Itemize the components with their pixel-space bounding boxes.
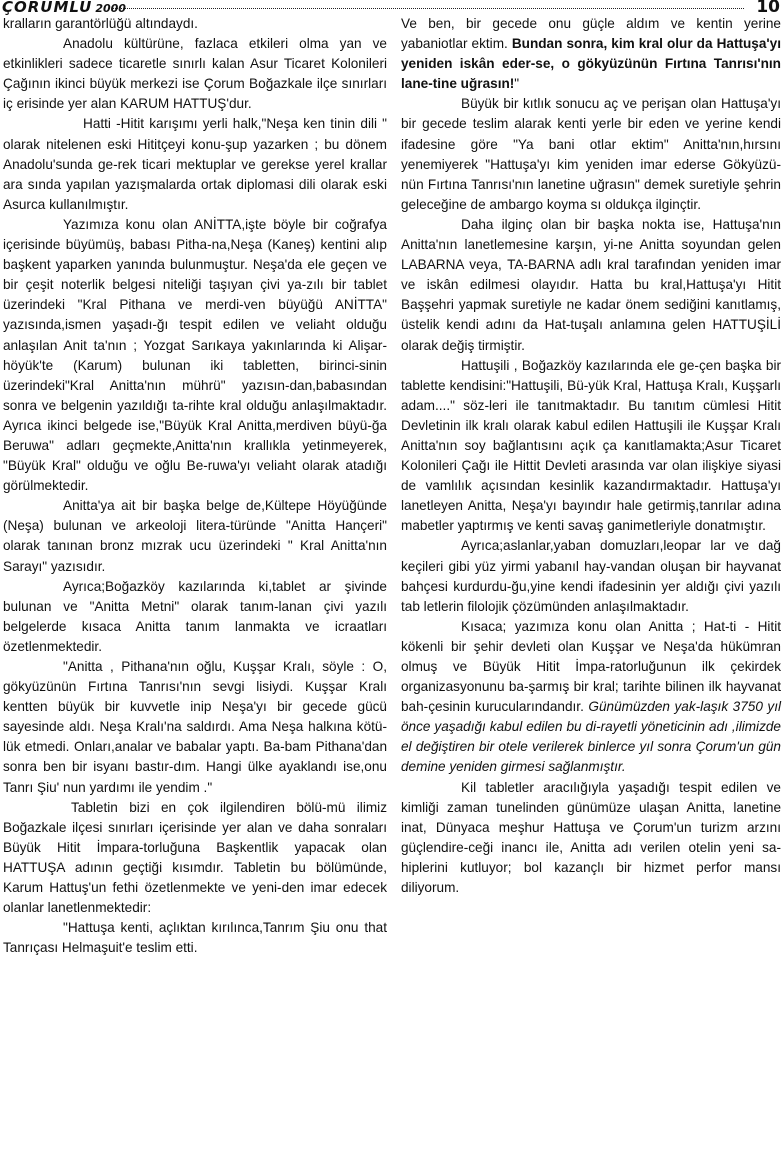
paragraph: Büyük bir kıtlık sonucu aç ve perişan olan Hattuşa'yı bir gecede teslim alarak kenti yerle bir eden ve yerine kendi ifadesine göre "Ya bani otlar ektim" Anitta'nın,hırsını yenemiyerek "Hattuşa'yı kim yeniden imar ederse Gökyüzü-nün Fırtına Tanrısı'nın lanetine uğrasın" demek suretiyle şehrin geleceğine de ambargo koyma sı oldukça ilginçtir. (401, 96, 781, 212)
quote-paragraph: "Anitta , Pithana'nın oğlu, Kuşşar Kralı, söyle : O, gökyüzünün Fırtına Tanrısı'nın sevgi lisiydi. Kuşşar Kralı kentten büyük bir kuvvetle inip Neşa'yı bir gecede gücü sayesinde aldı. Neşa Kralı'na saldırdı. Ama Neşa halkına kötü-lük etmedi. Onları,analar ve babalar yaptı. Ba-bam Pithana'dan sonra ben bir isyanı bastır-dım. Hangi ülke ayaklandı ise,onu Tanrı Şiu' nun yardımı ile yendim ." (3, 659, 387, 795)
text-span: " (514, 76, 520, 92)
paragraph: Anadolu kültürüne, fazlaca etkileri olma yan ve etkinlikleri sadece ticaretle sınırlı kalan Asur Ticaret Kolonileri Çağının ikinci büyük merkezi ise Çorum Boğazkale ilçe sınırları iç erisinde yer alan KARUM HATTUŞ'dur. (3, 36, 387, 112)
header-dotted-rule (112, 8, 744, 9)
quote-paragraph: "Hattuşa kenti, açlıktan kırılınca,Tanrım Şiu onu that Tanrıçası Helmaşuit'e teslim etti. (3, 920, 387, 956)
paragraph (401, 617, 781, 778)
paragraph: kralların garantörlüğü altındaydı. (3, 16, 198, 31)
paragraph: Yazımıza konu olan ANİTTA,işte böyle bir coğrafya içerisinde büyümüş, babası Pitha-na,Neşa (Kaneş) kentini alıp başkent yaparken yanında bulunmuştur. Neşa'da ele geçen ve bir çeşit noterlik belgesi niteliği taşıyan çivi ya-zılı bir tablet üzerindeki "Kral Pithana ve merdi-ven büyüğü ANİTTA" yazısında,ismen yaşadı-ğı tespit edilen ve veliaht olduğu anlaşılan Anit ta'nın ; Yozgat Sarıkaya yakınlarında ki Alişar-höyük'te (Karum) bulunan iki tabletten, birinci-sinin üzerindeki"Kral Anitta'nın mührü" yazısın-dan,babasından sonra ve belgenin yazıldığı ta-rihte kral olduğu anlaşılmaktadır. Ayrıca ikinci belgede ise,"Büyük Kral Anitta,merdiven büyü-ğa Beruwa" adları geçmekte,Anitta'nın krallıkla yetinmeyerek, "Büyük Kral" olduğu ve oğlu Be-ruwa'yı veliaht olarak atadığı görülmektedir. (3, 216, 387, 494)
page-number: 10 (756, 0, 780, 17)
left-column (3, 14, 387, 958)
paragraph: Hattuşili , Boğazköy kazılarında ele ge-çen başka bir tablette kendisini:"Hattuşili, Bü-yük Kral, Hattuşa Kralı, Kuşşarlı adam...." söz-leri ile tanıtmaktadır. Bu tanıtım cümlesi Hitit Devletinin ilk kralı olarak kabul edilen Hattuşili ile Kuşşar Kralı Anitta'nın soy bağlantısını açık ça kanıtlamakta;Asur Ticaret Kolonileri Çağı ile Hittit Devleti arasında var olan ilişkiye siyasi de vamlılık açısından kesinlik kazandırmaktadır. Hattuşa'yı lanetleyen Anitta, Neşa'yı bayındır hale getirmiş,tanrılar adına mabetler yaptırmış ve kenti savaş ganimetleriyle donatmıştır. (401, 357, 781, 534)
text-span: Kısaca; yazımıza konu olan Anitta ; Hat-ti - Hitit kökenli bir şehir devleti olan Kuşşar ve Neşa'da hükümran olmuş ve Büyük Hitit İmpa-ratorluğunun ilk çekirdek organizasyonunu ba-şarmış bir kral; tarihte bilinen ilk hayvanat bah-çesinin kurucularındandır. (401, 618, 781, 715)
paragraph (401, 14, 781, 94)
text-span: Ve ben, bir gecede onu güçle aldım ve kentin yerine yabaniotlar ektim. (401, 16, 781, 52)
italic-text: Günümüzden yak-laşık 3750 yıl önce yaşadığı kabul edilen bu di-rayetli yöneticinin adı ,ilimizde el değiştiren bir otele verilerek binlerce yıl sonra Çorum'un gün demine yeniden girmesi sağlanmıştır. (401, 699, 781, 775)
masthead-year: 2000 (95, 2, 126, 15)
paragraph: Anitta'ya ait bir başka belge de,Kültepe Höyüğünde (Neşa) bulunan ve arkeoloji litera-türünde "Anitta Hançeri" olarak tanınan bronz mızrak ucu üzerindeki " Kral Anitta'nın Sarayı" yazısıdır. (3, 498, 387, 574)
paragraph: Ayrıca;Boğazköy kazılarında ki,tablet ar şivinde bulunan ve "Anitta Metni" olarak tanım-lanan çivi yazılı belgelerde kısaca Anitta tanım lanmakta ve icraatları özetlenmektedir. (3, 578, 387, 654)
paragraph: Kil tabletler aracılığıyla yaşadığı tespit edilen ve kimliği zaman tunelinden günümüze ulaşan Anitta, lanetine inat, Dünyaca meşhur Hattuşa ve Çorum'un turizm arzını güçlendire-ceği inancı ile, Anitta adı verilen otelin yeni sa-hiplerini kutluyor; bol kazançlı bir hizmet perfor mansı diliyorum. (401, 779, 781, 896)
paragraph: Daha ilginç olan bir başka nokta ise, Hattuşa'nın Anitta'nın lanetlemesine karşın, yi-ne Anitta soyundan gelen LABARNA veya, TA-BARNA adlı kral tarafından yeniden imar ve iskân edilmesi olayıdır. Hatta bu kral,Hattuşa'yı Hitit Başşehri yapmak suretiyle ne kadar önem sediğini kanıtlamış, üstelik kendi adını da Hat-tuşalı anlamına gelen HATTUŞİLİ olarak değiş tirmiştir. (401, 216, 781, 353)
right-column (401, 14, 781, 898)
paragraph: Tabletin bizi en çok ilgilendiren bölü-mü ilimiz Boğazkale ilçesi sınırları içerisinde yer alan ve daha sonraları Büyük Hitit İmpara-torluğuna Başkentlik yapacak olan HATTUŞA adının geçtiği kısımdır. Tabletin bu bölümünde, Karum Hattuş'un fethi özetlenmekte ve yeni-den imar edecek olanlar lanetlenmektedir: (3, 799, 387, 916)
paragraph: Ayrıca;aslanlar,yaban domuzları,leopar lar ve dağ keçileri gibi yüz yirmi yabanıl hay-vandan oluşan bir hayvanat bahçesi kurdurdu-ğu,yine kendi ifadesinin yer aldığı çivi yazılı tab letlerin filolojik çözümünden anlaşılmaktadır. (401, 538, 781, 614)
paragraph: Hatti -Hitit karışımı yerli halk,"Neşa ken tinin dili " olarak nitelenen eski Hititçeyi konu-şup yazarken ; bu dönem Anadolu'sunda ge-rek ticari mektuplar ve gerekse yerel krallar ara sında yapılan yazışmalarda ortak diplomasi dili olarak eski Asurca kullanılmıştır. (3, 116, 387, 212)
bold-curse-text: Bundan sonra, kim kral olur da Hattuşa'yı yeniden iskân eder-se, o gökyüzünün Fırtına Tanrısı'nın lane-tine uğrasın! (401, 36, 781, 92)
masthead-title: ÇORUMLU (2, 0, 93, 16)
